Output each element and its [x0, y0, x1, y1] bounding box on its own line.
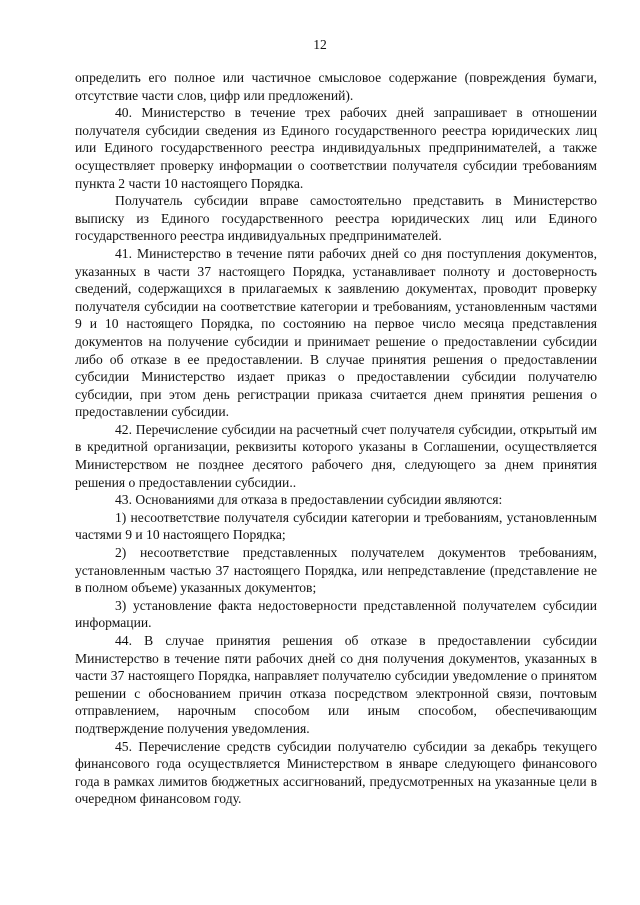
- paragraph: 42. Перечисление субсидии на расчетный счет получателя субсидии, открытый им в кредитной организации, реквизиты которого указаны в Соглашении, осуществляется Министерством не позднее десятого рабочего дня, следующего за днем принятия решения о предоставлении субсидии..: [75, 421, 597, 490]
- paragraph: 2) несоответствие представленных получателем документов требованиям, установленным частью 37 настоящего Порядка, или непредставление (представление не в полном объеме) указанных документов;: [75, 545, 597, 596]
- paragraph-continuation: определить его полное или частичное смысловое содержание (повреждения бумаги, отсутствие части слов, цифр или предложений).: [75, 70, 597, 103]
- paragraph: 44. В случае принятия решения об отказе в предоставлении субсидии Министерство в течение пяти рабочих дней со дня получения документов, указанных в части 37 настоящего Порядка, направляет получателю субсидии уведомление о принятом решении с обоснованием причин отказа посредством электронной связи, почтовым отправлением, нарочным способом или иным способом, обеспечивающим подтверждение получения уведомления.: [75, 633, 597, 736]
- paragraph: 45. Перечисление средств субсидии получателю субсидии за декабрь текущего финансового года осуществляется Министерством в январе следующего финансового года в рамках лимитов бюджетных ассигнований, предусмотренных на указанные цели в очередном финансовом году.: [75, 738, 597, 807]
- paragraph: 1) несоответствие получателя субсидии категории и требованиям, установленным частями 9 и 10 настоящего Порядка;: [75, 509, 597, 543]
- paragraph: 40. Министерство в течение трех рабочих дней запрашивает в отношении получателя субсидии сведения из Единого государственного реестра юридических лиц или Единого государственного реестра индивидуальных предпринимателей, а также осуществляет проверку информации о соответствии получателя субсидии требованиям пункта 2 части 10 настоящего Порядка.: [75, 105, 597, 191]
- paragraph: 41. Министерство в течение пяти рабочих дней со дня поступления документов, указанных в части 37 настоящего Порядка, устанавливает полноту и достоверность сведений, содержащихся в прилагаемых к заявлению документах, проводит проверку получателя субсидии на соответствие категории и требованиям, установленным частями 9 и 10 настоящего Порядка, по состоянию на первое число месяца представления документов на получение субсидии и принимает решение о предоставлении субсидии либо об отказе в ее предоставлении. В случае принятия решения о предоставлении субсидии Министерство издает приказ о предоставлении субсидии получателю субсидии, при этом день регистрации приказа считается днем принятия решения о предоставлении субсидии.: [75, 245, 597, 420]
- paragraph: Получатель субсидии вправе самостоятельно представить в Министерство выписку из Единого государственного реестра юридических лиц или Единого государственного реестра индивидуальных предпринимателей.: [75, 193, 597, 244]
- paragraph: 3) установление факта недостоверности представленной получателем субсидии информации.: [75, 597, 597, 631]
- document-body: [75, 69, 597, 808]
- paragraph: 43. Основаниями для отказа в предоставлении субсидии являются:: [115, 492, 503, 508]
- page-number: 12: [313, 37, 327, 52]
